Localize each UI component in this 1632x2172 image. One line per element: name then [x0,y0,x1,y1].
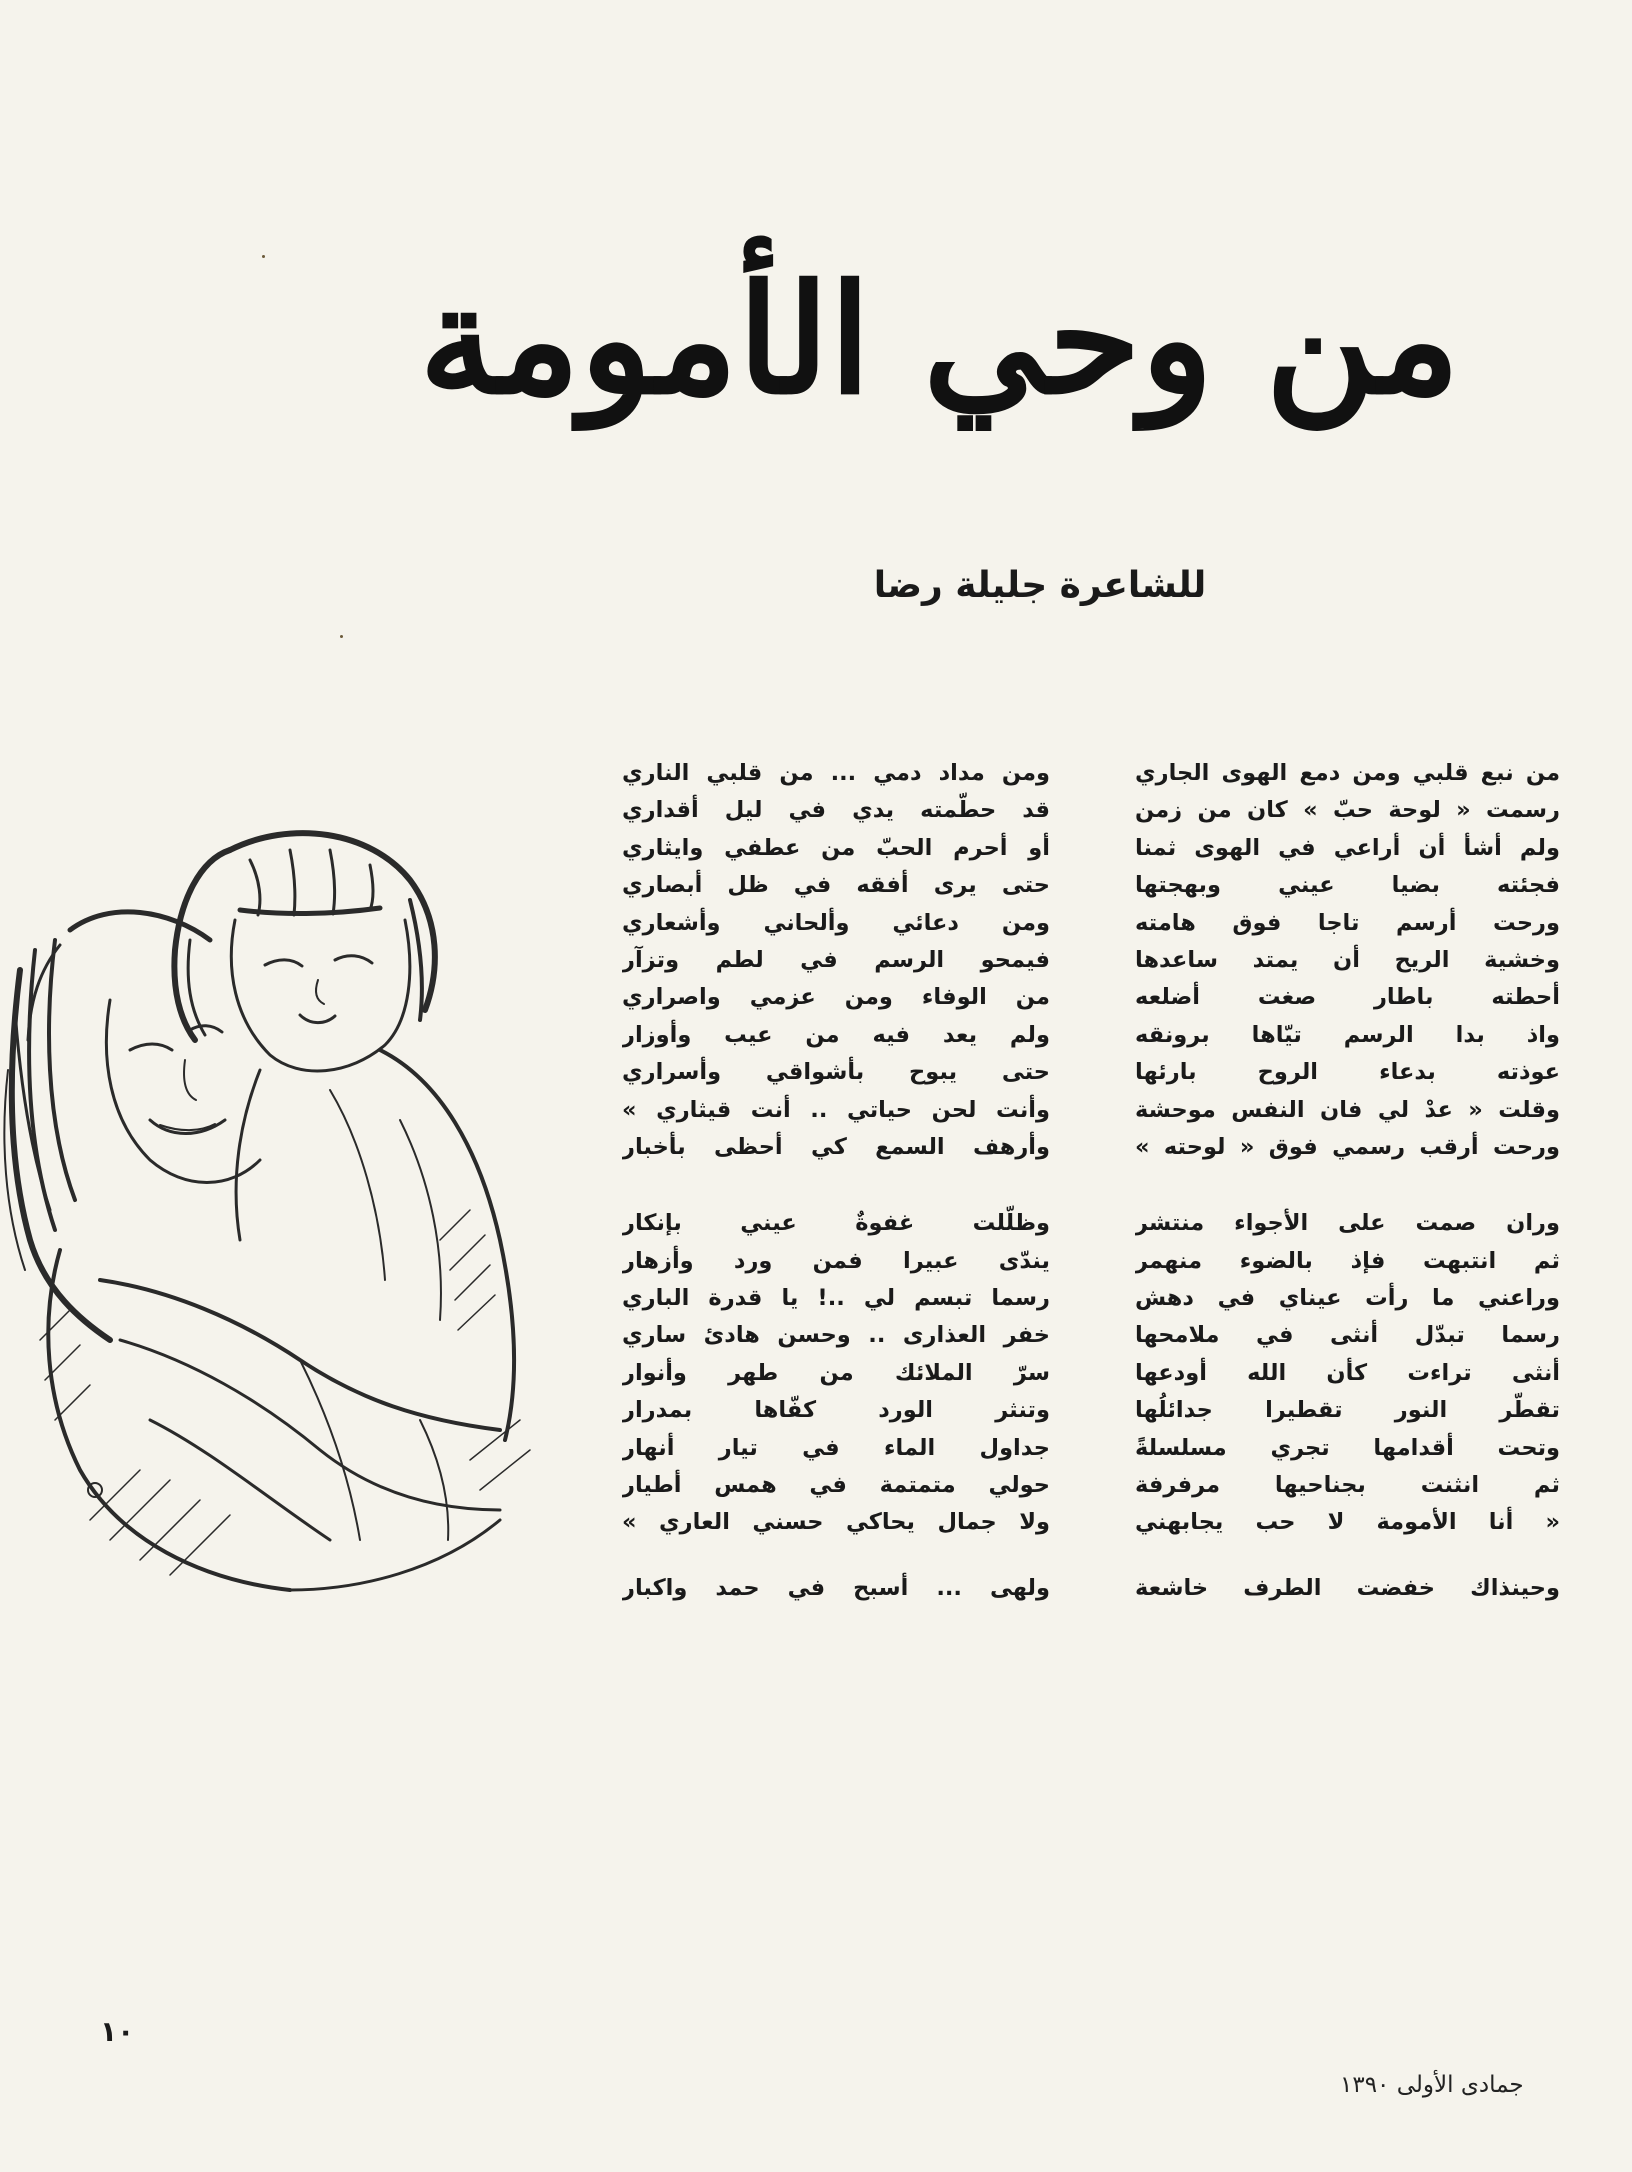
stanza-right-2 [1135,1205,1560,1542]
verse-line: ورحت أرسم تاجا فوق هامته [1135,909,1560,936]
paper-speck [340,635,343,638]
verse-line: جداول الماء في تيار أنهار [622,1434,1050,1461]
mother-child-sketch [0,820,600,1610]
poem-column-left [622,755,1050,1607]
stanza-left-1 [622,755,1050,1166]
verse-line: وأرهف السمع كي أحظى بأخبار [622,1133,1050,1160]
verse-line: وتنثر الورد كفّاها بمدرار [622,1397,1050,1424]
stanza-right-3 [1135,1570,1560,1607]
verse-line: رسما تبسم لي ..! يا قدرة الباري [622,1285,1050,1312]
verse-line: وراعني ما رأت عيناي في دهش [1135,1285,1560,1312]
poet-byline: للشاعرة جليلة رضا [873,565,1207,606]
poem-title: من وحي الأمومة [419,252,1460,428]
verse-line: وران صمت على الأجواء منتشر [1135,1210,1560,1237]
verse-line: أحطته باطار صغت أضلعه [1135,984,1560,1011]
verse-line: تقطّر النور تقطيرا جدائلُها [1135,1397,1560,1424]
verse-line: من الوفاء ومن عزمي واصراري [622,984,1050,1011]
verse-line: رسما تبدّل أنثى في ملامحها [1135,1322,1560,1349]
verse-line: وحينذاك خفضت الطرف خاشعة [1135,1574,1560,1601]
poem-column-right [1135,755,1560,1607]
paper-speck [262,255,265,258]
verse-line: حولي متمتمة في همس أطيار [622,1472,1050,1499]
verse-line: « أنا الأمومة لا حب يجابهني [1135,1509,1560,1536]
verse-line: ورحت أرقب رسمي فوق « لوحته » [1135,1133,1560,1160]
page-number: ١٠ [100,2015,135,2048]
verse-line: وظلّلت غفوةٌ عيني بإنكار [622,1210,1050,1237]
verse-line: حتى يرى أفقه في ظل أبصاري [622,872,1050,899]
verse-line: ولهى ... أسبح في حمد واكبار [622,1574,1050,1601]
verse-line: ولم يعد فيه من عيب وأوزار [622,1021,1050,1048]
verse-line: فجئته بضيا عيني وبهجتها [1135,872,1560,899]
verse-line: ومن دعائي وألحاني وأشعاري [622,909,1050,936]
verse-line: وخشية الريح أن يمتد ساعدها [1135,946,1560,973]
verse-line: واذ بدا الرسم تيّاها برونقه [1135,1021,1560,1048]
verse-line: ومن مداد دمي ... من قلبي الناري [622,760,1050,786]
verse-line: فيمحو الرسم في لطم وتزآر [622,946,1050,973]
verse-line: عوذته بدعاء الروح بارئها [1135,1059,1560,1086]
verse-line: من نبع قلبي ومن دمع الهوى الجاري [1135,760,1560,786]
verse-line: أنثى تراءت كأن الله أودعها [1135,1359,1560,1386]
verse-line: وتحت أقدامها تجري مسلسلةً [1135,1434,1560,1461]
verse-line: ثم انتبهت فإذ بالضوء منهمر [1135,1247,1560,1274]
stanza-left-3 [622,1570,1050,1607]
verse-line: وأنت لحن حياتي .. أنت قيثاري » [622,1096,1050,1123]
verse-line: ولم أشأ أن أراعي في الهوى ثمنا [1135,834,1560,861]
verse-line: ثم انثنت بجناحيها مرفرفة [1135,1472,1560,1499]
verse-line: يندّى عبيرا فمن ورد وأزهار [622,1247,1050,1274]
verse-line: وقلت « عدْ لي فان النفس موحشة [1135,1096,1560,1123]
verse-line: سرّ الملائك من طهر وأنوار [622,1359,1050,1386]
verse-line: قد حطّمته يدي في ليل أقداري [622,797,1050,824]
verse-line: أو أحرم الحبّ من عطفي وايثاري [622,834,1050,861]
verse-line: ولا جمال يحاكي حسني العاري » [622,1509,1050,1536]
issue-date: جمادى الأولى ١٣٩٠ [1340,2072,1524,2098]
verse-line: رسمت « لوحة حبّ » كان من زمن [1135,797,1560,824]
stanza-left-2 [622,1205,1050,1542]
verse-line: خفر العذارى .. وحسن هادئ ساري [622,1322,1050,1349]
stanza-right-1 [1135,755,1560,1166]
verse-line: حتى يبوح بأشواقي وأسراري [622,1059,1050,1086]
